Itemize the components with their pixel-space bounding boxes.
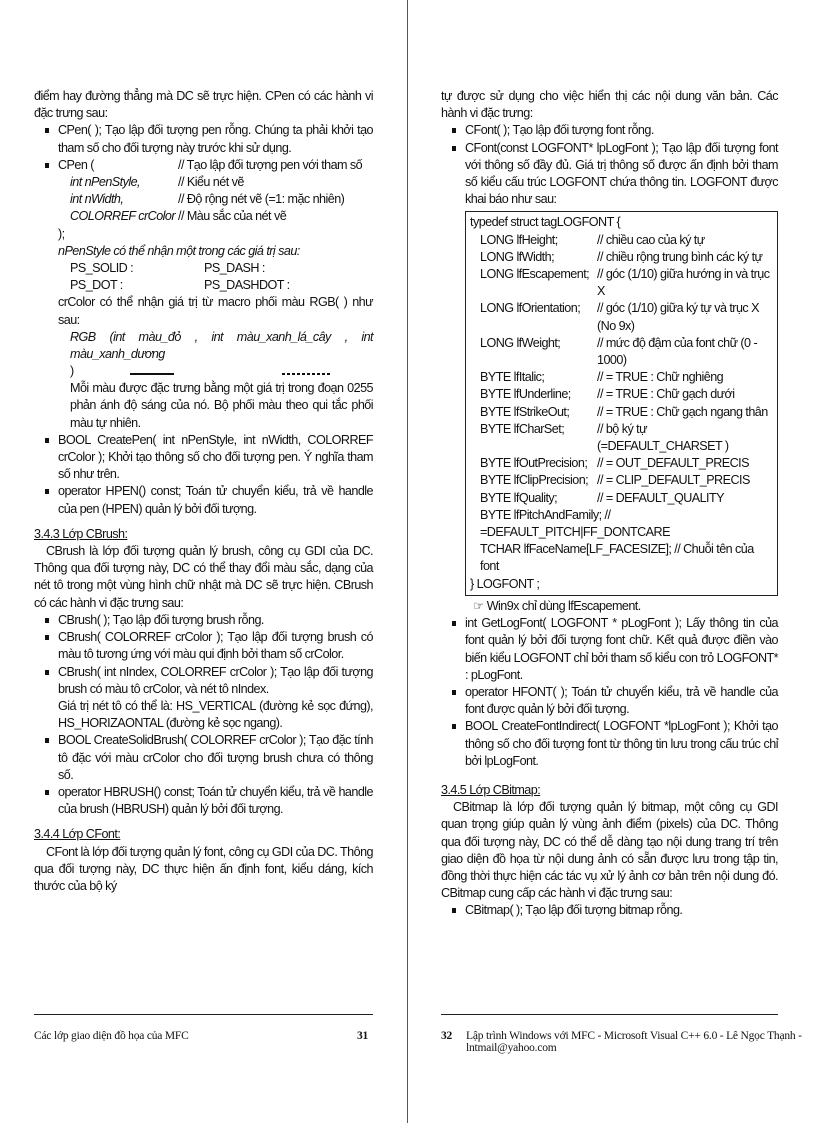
section-heading (441, 782, 778, 799)
code-text: ) (70, 364, 74, 379)
paragraph: nPenStyle có thể nhận một trong các giá trị sau: (58, 243, 300, 258)
code-comment: // = CLIP_DEFAULT_PRECIS (597, 473, 750, 488)
list-item: CBrush( COLORREF crColor ); Tạo lập đối tượng brush có màu tô tương ứng với màu qui định bởi tham số crColor. (34, 629, 373, 663)
code-text: int nWidth, (70, 192, 124, 207)
code-comment: // = TRUE : Chữ nghiêng (597, 370, 724, 385)
list-item: CPen( ); Tạo lập đối tượng pen rỗng. Chúng ta phải khởi tạo tham số cho đối tượng này trước khi sử dụng. (34, 122, 373, 156)
code-field: LONG lfHeight; (480, 232, 558, 247)
code-field: BYTE lfClipPrecision; (480, 473, 589, 488)
paragraph: Mỗi màu được đặc trưng bằng một giá trị trong đoạn 0255 phản ánh độ sáng của nó. Bộ phối màu theo qui tắc phối màu tự nhiên. (70, 381, 373, 430)
page-number: 32 (441, 1030, 453, 1042)
code-comment: // chiều rộng trung bình các ký tự (597, 249, 763, 264)
code-comment: // Tạo lập đối tượng pen với tham số (178, 157, 363, 172)
list-item-cpen-signature (34, 157, 373, 174)
code-comment: // góc (1/10) giữa hướng in và trục X (597, 267, 770, 299)
left-page (0, 0, 407, 1123)
paragraph: CBrush là lớp đối tượng quản lý brush, công cụ GDI của DC. Thông qua đối tượng này, DC có thể thay đổi màu sắc, dạng của nét tô trong một vùng hình chữ nhật mà DC sẽ trực hiện. CBrush có các hành vi đặc trưng sau: (34, 544, 373, 610)
code-comment: // bộ ký tự (=DEFAULT_CHARSET ) (597, 421, 729, 454)
value-text: PS_DOT : (70, 278, 123, 293)
code-line (470, 490, 773, 507)
code-field: BYTE lfUnderline; (480, 387, 571, 402)
paragraph: CBitmap là lớp đối tượng quản lý bitmap, một công cụ GDI quan trọng giúp quản lý vùng ảnh điểm (pixels) của DC. Thông qua đối tượng này, DC có thể dễ dàng tạo nội dung trang trí trên giao diện đồ họa từ nội dung ảnh có sẵn được lưu trong tập tin, đồng thời thực hiện các tác vụ xử lý ảnh cơ bản trên nội dung đó. CBitmap cung cấp các hành vi đặc trưng sau: (441, 800, 778, 901)
code-line (470, 404, 773, 421)
code-field: LONG lfWidth; (480, 249, 555, 264)
code-comment: // mức độ đậm của font chữ (0 - 1000) (597, 335, 758, 368)
code-line (470, 249, 773, 266)
code-line: BYTE lfPitchAndFamily; // =DEFAULT_PITCH|FF_DONTCARE (480, 507, 670, 540)
list-item: CBrush( int nIndex, COLORREF crColor ); Tạo lập đối tượng brush có màu tô crColor, và nét tô nIndex. (34, 664, 373, 698)
left-page-content (34, 88, 373, 895)
right-page (408, 0, 816, 1123)
code-comment: // góc (1/10) giữa ký tự và trục X (No 9x) (597, 301, 759, 333)
code-field: LONG lfOrientation; (480, 301, 581, 316)
code-line (470, 335, 773, 369)
cpen-params (34, 174, 373, 226)
value-text: PS_DASH : (204, 261, 265, 276)
footer-rule (34, 1014, 373, 1015)
code-text: int nPenStyle, (70, 175, 141, 190)
note-text: ☞ Win9x chỉ dùng lfEscapement. (473, 598, 641, 613)
code-comment: // chiều cao của ký tự (597, 232, 705, 247)
code-line: } LOGFONT ; (470, 576, 540, 591)
footer-title: Các lớp giao diện đồ họa của MFC (34, 1030, 189, 1042)
paragraph: tự được sử dụng cho việc hiển thị các nội dung văn bản. Các hành vi đặc trưng: (441, 89, 778, 121)
list-item: operator HPEN() const; Toán tử chuyển kiểu, trả về handle của pen (HPEN) quản lý bởi đối tượng. (34, 483, 373, 517)
list-item: CBitmap( ); Tạo lập đối tượng bitmap rỗng. (441, 902, 778, 919)
paragraph: crColor có thể nhận giá trị từ macro phối màu RGB( ) như sau: (58, 295, 373, 327)
value-text: PS_DASHDOT : (204, 278, 290, 293)
code-line (470, 421, 773, 455)
list-item: CFont(const LOGFONT* lpLogFont ); Tạo lập đối tượng font với thông số đầy đủ. Giá trị thông số được ấn định bởi tham số kiểu cấu trúc LOGFONT chứa thông tin. LOGFONT được khai báo như sau: (441, 140, 778, 209)
code-comment: // Màu sắc của nét vẽ (178, 209, 287, 224)
list-item: BOOL CreateSolidBrush( COLORREF crColor ); Tạo đặc tính tô đặc với màu crColor cho đối tượng brush chưa có thông số. (34, 732, 373, 784)
section-heading-text: 3.4.5 Lớp CBitmap: (441, 782, 541, 797)
list-item: int GetLogFont( LOGFONT * pLogFont ); Lấy thông tin của font quản lý bởi đối tượng font chữ. Kết quả được điền vào biến kiểu LOGFONT chỉ bởi tham số kiểu con trỏ LOGFONT* : pLogFont. (441, 615, 778, 684)
code-line: TCHAR lfFaceName[LF_FACESIZE]; // Chuỗi tên của font (480, 542, 754, 574)
paragraph: CFont là lớp đối tượng quản lý font, công cụ GDI của DC. Thông qua đối tượng này, DC thực hiện ấn định font, kiểu dáng, kích thước của bộ ký (34, 844, 373, 893)
rgb-close-row (34, 363, 373, 380)
code-line (470, 232, 773, 249)
code-comment: // Kiểu nét vẽ (178, 175, 244, 190)
list-item: BOOL CreateFontIndirect( LOGFONT *lpLogFont ); Khởi tạo thông số cho đối tượng font từ thông tin lưu trong cấu trúc chỉ bởi lpLogFont. (441, 718, 778, 770)
code-comment: // = DEFAULT_QUALITY (597, 490, 724, 505)
footer-rule (441, 1014, 778, 1015)
code-field: BYTE lfItalic; (480, 370, 545, 385)
code-field: BYTE lfStrikeOut; (480, 404, 570, 419)
code-line: typedef struct tagLOGFONT { (470, 215, 621, 230)
paragraph: điểm hay đường thẳng mà DC sẽ trực hiện. CPen có các hành vi đặc trưng sau: (34, 89, 373, 121)
code-line (470, 455, 773, 472)
list-item: operator HFONT( ); Toán tử chuyển kiểu, trả về handle của font được quản lý bởi đối tượng. (441, 684, 778, 718)
code-line (470, 300, 773, 334)
list-item: operator HBRUSH() const; Toán tử chuyển kiểu, trả về handle của brush (HBRUSH) quản lý bởi đối tượng. (34, 784, 373, 818)
section-heading-text: 3.4.3 Lớp CBrush: (34, 526, 128, 541)
list-item: CBrush( ); Tạo lập đối tượng brush rỗng. (34, 612, 373, 629)
code-text: CPen ( (58, 157, 94, 172)
list-item: BOOL CreatePen( int nPenStyle, int nWidth, COLORREF crColor ); Khởi tạo thông số cho đối tượng pen. Ý nghĩa tham số như trên. (34, 432, 373, 484)
code-text: ); (58, 226, 65, 241)
code-comment: // Độ rộng nét vẽ (=1: mặc nhiên) (178, 192, 345, 207)
footer-title: Lập trình Windows với MFC - Microsoft Visual C++ 6.0 - Lê Ngọc Thạnh - lntmail@yahoo.com (466, 1030, 802, 1054)
code-field: LONG lfWeight; (480, 335, 561, 350)
code-line (470, 386, 773, 403)
section-heading (34, 826, 373, 843)
code-line (470, 369, 773, 386)
paragraph: Giá trị nét tô có thể là: HS_VERTICAL (đường kẻ sọc đứng), HS_HORIZAONTAL (đường kẻ sọc ngang). (58, 698, 373, 731)
section-heading (34, 526, 373, 543)
code-line (470, 472, 773, 489)
code-comment: // = TRUE : Chữ gạch dưới (597, 387, 735, 402)
code-field: BYTE lfCharSet; (480, 421, 565, 436)
code-lines (470, 232, 773, 507)
value-text: PS_SOLID : (70, 261, 134, 276)
logfont-code-box (465, 211, 778, 595)
code-text: COLORREF crColor (70, 209, 176, 224)
code-field: BYTE lfQuality; (480, 490, 558, 505)
code-comment: // = OUT_DEFAULT_PRECIS (597, 456, 749, 471)
list-item: CFont( ); Tạo lập đối tượng font rỗng. (441, 122, 778, 139)
dash-sample-icon (70, 363, 370, 380)
code-field: LONG lfEscapement; (480, 267, 590, 282)
code-text: RGB (int màu_đỏ , int màu_xanh_lá_cây , int màu_xanh_dương (70, 329, 373, 362)
penstyle-values (34, 260, 373, 294)
code-field: BYTE lfOutPrecision; (480, 456, 588, 471)
section-heading-text: 3.4.4 Lớp CFont: (34, 827, 121, 842)
code-line (470, 266, 773, 300)
right-page-content (441, 88, 778, 920)
code-comment: // = TRUE : Chữ gạch ngang thân (597, 404, 768, 419)
page-number: 31 (357, 1030, 369, 1042)
